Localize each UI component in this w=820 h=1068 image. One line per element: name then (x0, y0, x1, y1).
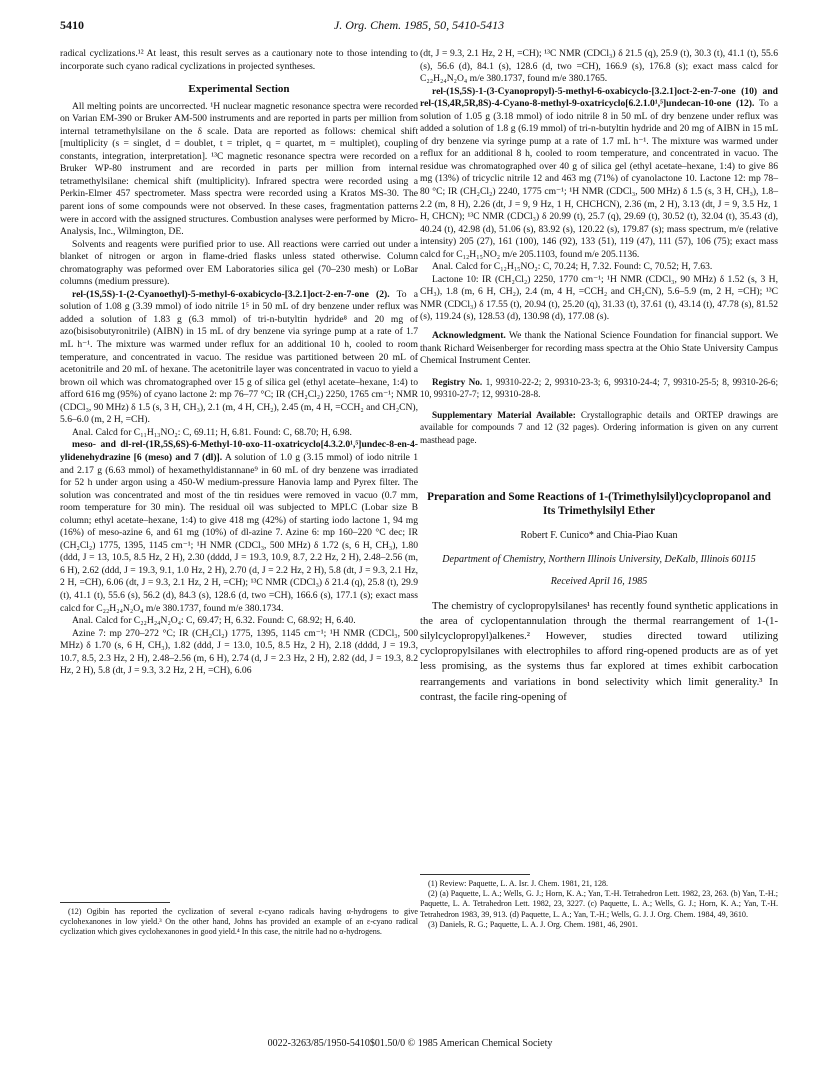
continued-paragraph: (dt, J = 9.3, 2.1 Hz, 2 H, =CH); ¹³C NMR (CDCl₃) δ 21.5 (q), 25.9 (t), 30.3 (t), 41.1 (t), 55.6 (s), 56.6 (d), 84.1 (s), 128.6 (d, two =CH), 166.9 (s), 176.8 (s); exact mass calcd for C₂₂H₂₄N₂O₄ m/e 380.1737, found m/e 380.1765. (420, 48, 778, 85)
compound-10-entry (420, 86, 778, 262)
compound-2-analysis: Anal. Calcd for C₁₁H₁₃NO₂: C, 69.11; H, 6.81. Found: C, 68.70; H, 6.98. (72, 426, 352, 438)
compound-2-text: To a solution of 1.08 g (3.39 mmol) of iodo nitrile 1⁵ in 50 mL of dry benzene under reflux was added a solution of 1.83 g (6.3 mmol) of tri-n-butyltin hydride⁸ and 20 mg of azo(bisisobutyronitrile) (AIBN) in 15 mL of dry benzene via syringe pump at a rate of 1.7 mL h⁻¹. The mixture was warmed under reflux for an additional 10 h, cooled to room temperature, and concentrated in vacuo. The residue was partitioned between 20 mL of acetonitrile and 20 mL of hexane. The acetonitrile layer was concentrated in vacuo to yield a brown oil which was chromatographed over 15 g of silica gel (ethyl acetate–hexane, 1:4) to afford 616 mg (95%) of cyano lactone 2: mp 76–77 °C; IR (CH₂Cl₂) 2250, 1765 cm⁻¹; NMR (CDCl₃, 90 MHz) δ 1.5 (s, 3 H, CH₃), 2.1 (m, 4 H, CH₂), 2.45 (m, 4 H, =CCH₂ and CH₂CN), 5.6–6.0 (m, 2 H, =CH). (60, 288, 418, 426)
right-column (420, 48, 778, 705)
compound-6-7-entry (60, 439, 418, 615)
acknowledgment (420, 330, 778, 368)
article-body: The chemistry of cyclopropylsilanes¹ has recently found synthetic applications in the area of cyclopentannulation through the thermal rearrangement of 1-(1-silylcyclopropyl)alkenes.² However, studies directed toward utilizing cyclopropylsilanes with electrophiles to afford ring-opened products are as of yet less promising, as the systems thus far explored at times exhibit carbocation rearrangements and variations in bond selectivity which limit generality.³ In contrast, the facile ring-opening of (420, 600, 778, 703)
compound-6-analysis: Anal. Calcd for C₂₂H₂₄N₂O₄: C, 69.47; H, 6.32. Found: C, 68.92; H, 6.40. (72, 615, 356, 627)
azine-7-paragraph: Azine 7: mp 270–272 °C; IR (CH₂Cl₂) 1775, 1395, 1145 cm⁻¹; ¹H NMR (CDCl₃, 500 MHz) δ 1.70 (s, 6 H, CH₃), 1.82 (ddd, J = 13.0, 10.5, 8.5 Hz, 2 H), 2.18 (dddd, J = 19.3, 10.7, 8.5, 2.3 Hz, 2 H), 2.48–2.56 (m, 6 H), 2.74 (d, J = 2.3 Hz, 2 H), 2.82 (dd, J = 19.3, 8.2 Hz, 2 H), 5.8 (dt, J = 9.3, 3.2 Hz, 2 H, =CH), 6.06 (60, 627, 418, 677)
lactone-10-paragraph: Lactone 10: IR (CH₂Cl₂) 2250, 1770 cm⁻¹; ¹H NMR (CDCl₃, 90 MHz) δ 1.52 (s, 3 H, CH₃), 1.8 (m, 6 H, CH₂), 2.4 (m, 4 H, =CCH₂ and CH₂CN), 5.6–5.9 (m, 2 H, =CH); ¹³C NMR (CDCl₃) δ 17.55 (t), 20.94 (t), 25.20 (q), 31.33 (t), 37.61 (t), 43.14 (t), 47.78 (s), 81.52 (s), 119.24 (s), 128.53 (d), 130.98 (d), 177.08 (s). (420, 273, 778, 323)
section-heading: Experimental Section (188, 83, 290, 96)
left-footnotes (60, 902, 418, 938)
supplementary-label: Supplementary Material Available: (432, 409, 576, 420)
received-date: Received April 16, 1985 (550, 575, 648, 587)
right-footnotes (420, 874, 778, 930)
left-column (60, 48, 418, 678)
registry-label: Registry No. (432, 376, 483, 387)
article-title: Preparation and Some Reactions of 1-(Trimethylsilyl)cyclopropanol and Its Trimethylsilyl Ether (427, 491, 771, 518)
supplementary-text: Crystallographic details and ORTEP drawings are available for compounds 7 and 12 (32 pages). Ordering information is given on any current masthead page. (420, 409, 778, 445)
footnote-1: (1) Review: Paquette, L. A. Isr. J. Chem. 1981, 21, 128. (428, 879, 609, 888)
compound-6-7-title: meso- and dl-rel-(1R,5S,6S)-6-Methyl-10-oxo-11-oxatricyclo[4.3.2.0¹,⁵]undec-8-en-4-ylidenehydrazine [6 (meso) and 7 (dl)]. (60, 439, 418, 463)
solvents-paragraph: Solvents and reagents were purified prior to use. All reactions were carried out under a blanket of nitrogen or argon in flame-dried flasks unless stated otherwise. Column chromatography was peformed over EM Laboratories silica gel (70–230 mesh) or LoBar columns (medium pressure). (60, 238, 418, 288)
registry-text: 1, 99310-22-2; 2, 99310-23-3; 6, 99310-24-4; 7, 99310-25-5; 8, 99310-26-6; 10, 99310-27-7; 12, 99310-28-8. (420, 376, 778, 400)
footnote-rule (60, 902, 170, 903)
registry-numbers (420, 376, 778, 401)
page-footer: 0022-3263/85/1950-5410$01.50/0 © 1985 American Chemical Society (267, 1038, 553, 1049)
footnote-rule-right (420, 874, 530, 875)
compound-12-analysis: Anal. Calcd for C₁₂H₁₅NO₂: C, 70.24; H, 7.32. Found: C, 70.52; H, 7.63. (432, 261, 713, 273)
compound-6-7-text: A solution of 1.0 g (3.15 mmol) of iodo nitrile 1 and 2.17 g (6.63 mmol) of hexamethyldistannane⁹ in 60 mL of dry benzene was irradiated for 52 h under argon using a 450-W medium-pressure Hanovia lamp and Pyrex filter. The solution was concentrated and most of the tin residues were removed in vacuo (0.7 mm, room temperature for 30 min). The residual oil was subjected to MPLC (Lobar size B column; ethyl acetate–hexane, 1:4) to give 418 mg (42%) of starting iodo lactone 1, 94 mg (16%) of meso-azine 6, and 61 mg (10%) of dl-azine 7. Azine 6: mp 160–220 °C dec; IR (CH₂Cl₂) 1775, 1395, 1145 cm⁻¹; ¹H NMR (CDCl₃, 500 MHz) δ 1.72 (s, 6 H, CH₃), 1.80 (ddd, J = 13, 10.5, 8.5 Hz, 2 H), 2.30 (dddd, J = 19.3, 10.9, 8.7, 2.2 Hz, 2 H), 2.48–2.56 (m, 6 H), 2.62 (ddd, J = 19.3, 9.1, 1.0 Hz, 2 H), 2.70 (d, J = 2.2 Hz, 2 H), 5.8 (dt, J = 9.3, 2.1 Hz, 2 H, =CH), 6.06 (dt, J = 9.3, 2.1 Hz, 2 H, =CH); ¹³C NMR (CDCl₃) δ 21.4 (q), 25.8 (t), 29.9 (t), 41.1 (t), 55.6 (s), 56.2 (d), 84.3 (s), 128.6 (d, two =CH), 166.6 (s), 177.1 (s); exact mass calcd for C₂₂H₂₄N₂O₄ m/e 380.1737, found m/e 380.1734. (60, 451, 418, 614)
compound-2-entry (60, 289, 418, 427)
acknowledgment-text: We thank the National Science Foundation for financial support. We thank Richard Weisenberger for recording mass spectra at the Ohio State University Campus Chemical Instrument Center. (420, 330, 778, 367)
supplementary-material (420, 409, 778, 447)
intro-paragraph: radical cyclizations.¹² At least, this result serves as a cautionary note to those intending to incorporate such cyano radical cyclizations in projected syntheses. (60, 48, 418, 72)
footnote-12: (12) Ogibin has reported the cyclization of several ε-cyano radicals having α-hydrogens to give cyclohexanones in low yield.³ On the other hand, Johns has provided an example of an ε-cyano radical cyclization which gives cyclohexanones in good yield.⁴ In this case, the nitrile had no α-hydrogens. (60, 907, 418, 937)
page-number: 5410 (60, 18, 84, 32)
article-affiliation: Department of Chemistry, Northern Illinois University, DeKalb, Illinois 60115 (442, 553, 756, 565)
compound-2-title: rel-(1S,5S)-1-(2-Cyanoethyl)-5-methyl-6-oxabicyclo-[3.2.1]oct-2-en-7-one (2). (72, 288, 390, 300)
article-authors: Robert F. Cunico* and Chia-Piao Kuan (520, 530, 678, 542)
footnote-3: (3) Daniels, R. G.; Paquette, L. A. J. Org. Chem. 1981, 46, 2901. (428, 919, 638, 929)
journal-citation: J. Org. Chem. 1985, 50, 5410-5413 (333, 18, 505, 32)
running-header (60, 18, 778, 34)
acknowledgment-label: Acknowledgment. (432, 330, 506, 342)
compound-10-text: To a solution of 1.05 g (3.18 mmol) of iodo nitrile 8 in 50 mL of dry benzene under reflux was added a solution of 1.8 g (6.19 mmol) of tri-n-butyltin hydride and 20 mg of AIBN in 15 mL of dry benzene via syringe pump at a rate of 1.7 mL h⁻¹. The mixture was warmed under reflux for an additional 8 h, cooled to room temperature, and concentrated in vacuo. The residue was chromatographed over 40 g of silica gel (ethyl acetate–hexane, 1:4) to give 86 mg (13%) of tricyclic nitrile 12 and 463 mg (71%) of cyanolactone 10. Lactone 12: mp 78–80 °C; IR (CH₂Cl₂) 2240, 1775 cm⁻¹; ¹H NMR (CDCl₃, 500 MHz) δ 1.5 (s, 3 H, CH₃), 1.8–2.2 (m, 8 H), 2.26 (dt, J = 9, 9 Hz, 1 H, CHCHCN), 2.36 (m, 2 H), 3.13 (dt, J = 9, 3.5 Hz, 1 H, CHCN); ¹³C NMR (CDCl₃) δ 20.99 (t), 25.7 (q), 29.69 (t), 30.52 (t), 32.04 (t), 35.43 (d), 40.24 (t), 42.98 (d), 51.06 (s), 83.92 (s), 120.22 (s), 179.87 (s); mass spectrum, m/e (relative intensity) 205 (27), 161 (100), 146 (92), 133 (51), 119 (47), 111 (57), 106 (75); exact mass calcd for C₁₂H₁₅NO₂ m/e 205.1103, found m/e 205.1136. (420, 98, 778, 260)
compound-10-title: rel-(1S,5S)-1-(3-Cyanopropyl)-5-methyl-6-oxabicyclo-[3.2.1]oct-2-en-7-one (10) and rel-(1S,4R,5R,8S)-4-Cyano-8-methyl-9-oxatricyclo[6.2.1.0¹,⁵]undecan-10-one (12). (420, 85, 778, 110)
footnote-2: (2) (a) Paquette, L. A.; Wells, G. J.; Horn, K. A.; Yan, T.-H. Tetrahedron Lett. 1982, 23, 263. (b) Yan, T.-H.; Paquette, L. A. Tetrahedron Lett. 1982, 23, 3227. (c) Paquette, L. A.; Wells, G. J.; Horn, K. A.; Yan, T.-H. Tetrahedron 1983, 39, 913. (d) Paquette, L. A.; Yan, T.-H.; Wells, G. J. J. Org. Chem. 1984, 49, 3610. (420, 889, 778, 919)
methods-paragraph: All melting points are uncorrected. ¹H nuclear magnetic resonance spectra were recorded on Varian EM-390 or Bruker AM-500 instruments and are reported in parts per million from internal tetramethylsilane on the δ scale. Data are reported as follows: chemical shift [multiplicity (s = singlet, d = doublet, t = triplet, q = quartet, m = multiplet), coupling constants, integration, interpretation]. ¹³C magnetic resonance spectra were recorded on a Bruker WP-80 instrument and are recorded in parts per million from internal tetramethylsilane: chemical shift (multiplicity). Infrared spectra were recorded using a Perkin-Elmer 457 spectrometer. Mass spectra were recorded using a Kratos MS-30. The parent ions of some compounds were not observed. In these cases, fragmentation patterns were in accord with the assigned structures. Combustion analyses were performed by Micro-Analysis, Inc., Wilmington, DE. (60, 100, 418, 238)
